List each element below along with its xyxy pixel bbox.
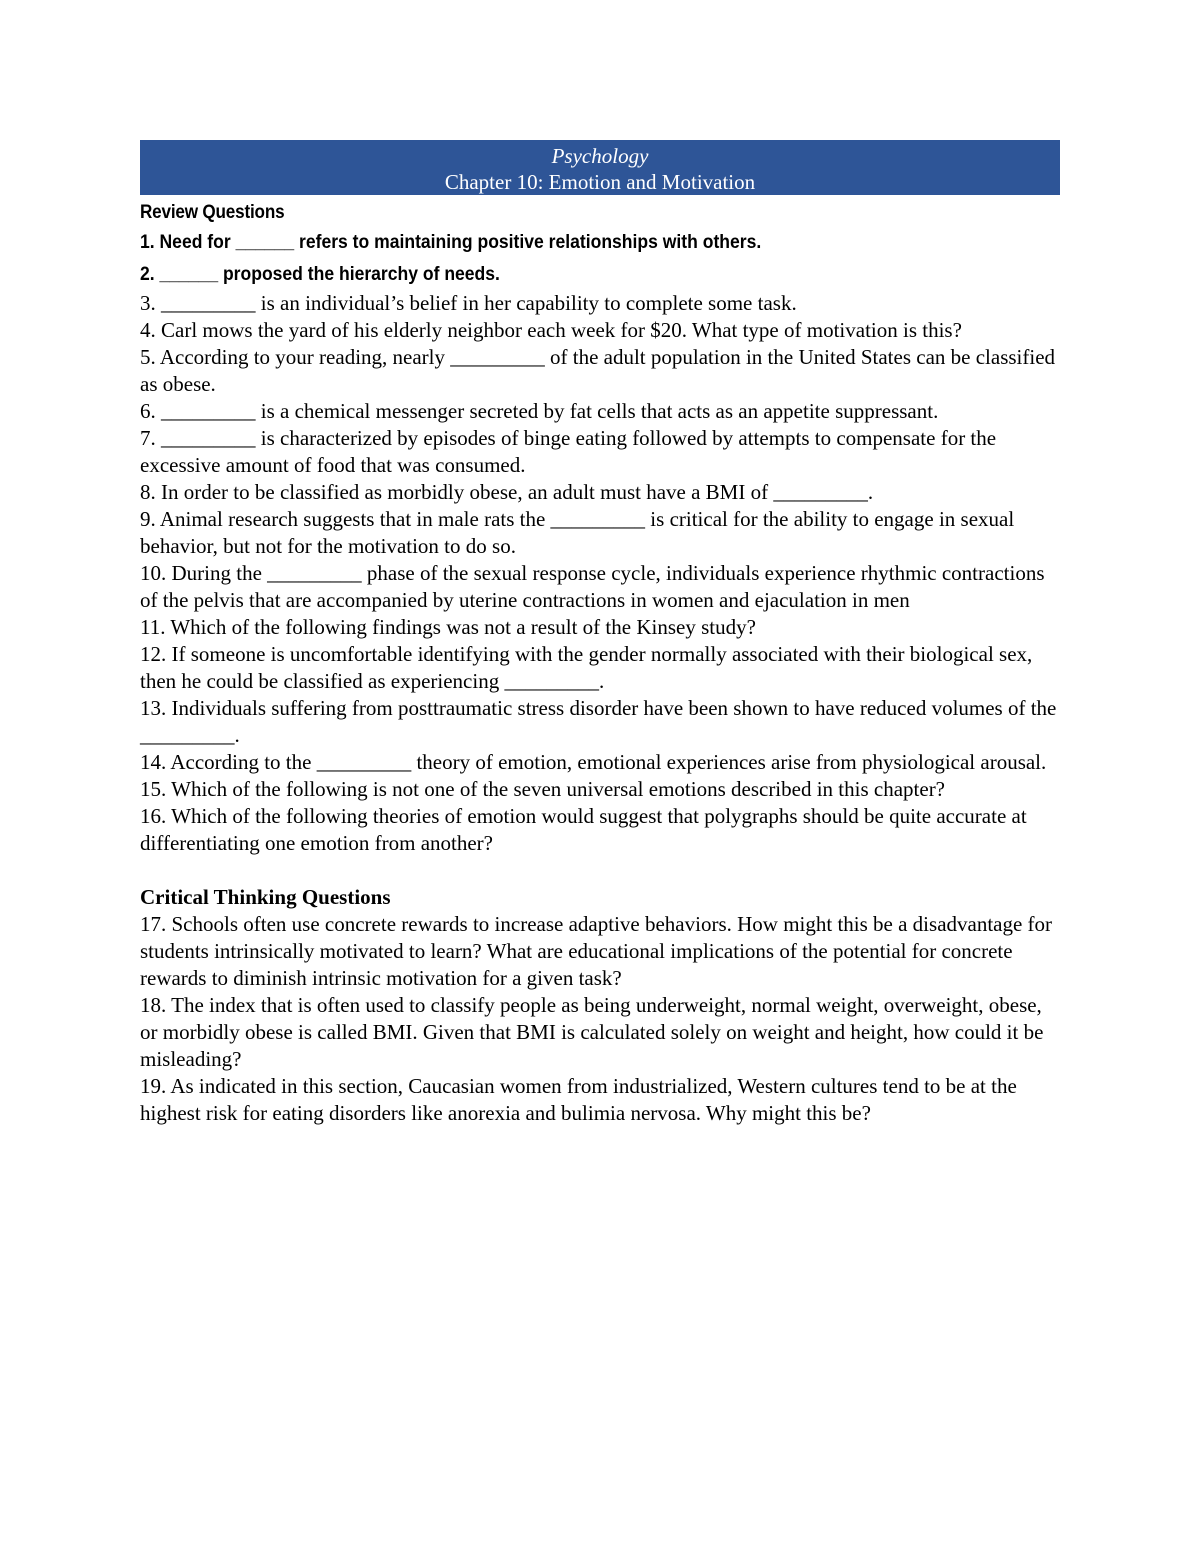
question-15: 15. Which of the following is not one of the seven universal emotions described in this chapter? (140, 777, 946, 801)
question-4: 4. Carl mows the yard of his elderly neighbor each week for $20. What type of motivation is this? (140, 318, 962, 342)
question-6: 6. _________ is a chemical messenger secreted by fat cells that acts as an appetite suppressant. (140, 399, 939, 423)
question-12: 12. If someone is uncomfortable identifying with the gender normally associated with their biological sex, then he could be classified as experiencing _________. (140, 642, 1033, 693)
question-14: 14. According to the _________ theory of emotion, emotional experiences arise from physiological arousal. (140, 750, 1047, 774)
subject-title: Psychology (551, 144, 649, 168)
question-8: 8. In order to be classified as morbidly obese, an adult must have a BMI of _________. (140, 480, 874, 504)
question-10: 10. During the _________ phase of the sexual response cycle, individuals experience rhythmic contractions of the pelvis that are accompanied by uterine contractions in women and ejaculation in men (140, 561, 1045, 612)
question-5: 5. According to your reading, nearly _________ of the adult population in the United States can be classified as obese. (140, 345, 1056, 396)
question-3: 3. _________ is an individual’s belief in her capability to complete some task. (140, 291, 797, 315)
question-16: 16. Which of the following theories of emotion would suggest that polygraphs should be quite accurate at differentiating one emotion from another? (140, 804, 1027, 855)
title-banner (140, 140, 1060, 195)
question-7: 7. _________ is characterized by episodes of binge eating followed by attempts to compensate for the excessive amount of food that was consumed. (140, 426, 997, 477)
question-11: 11. Which of the following findings was not a result of the Kinsey study? (140, 615, 756, 639)
document-page (140, 140, 1060, 1127)
question-1: 1. Need for ______ refers to maintaining positive relationships with others. (140, 231, 762, 253)
question-19: 19. As indicated in this section, Caucasian women from industrialized, Western cultures tend to be at the highest risk for eating disorders like anorexia and bulimia nervosa. Why might this be? (140, 1074, 1017, 1125)
question-2: 2. ______ proposed the hierarchy of needs. (140, 263, 500, 285)
chapter-title: Chapter 10: Emotion and Motivation (444, 170, 756, 194)
question-17: 17. Schools often use concrete rewards to increase adaptive behaviors. How might this be a disadvantage for students intrinsically motivated to learn? What are educational implications of the potential for concrete rewards to diminish intrinsic motivation for a given task? (140, 912, 1053, 990)
review-questions-heading: Review Questions (140, 202, 285, 223)
critical-thinking-heading: Critical Thinking Questions (140, 885, 391, 909)
question-18: 18. The index that is often used to classify people as being underweight, normal weight, overweight, obese, or morbidly obese is called BMI. Given that BMI is calculated solely on weight and height, how could it be misleading? (140, 993, 1044, 1071)
question-9: 9. Animal research suggests that in male rats the _________ is critical for the ability to engage in sexual behavior, but not for the motivation to do so. (140, 507, 1015, 558)
review-questions-list (140, 290, 1060, 857)
critical-questions-list (140, 911, 1060, 1127)
question-13: 13. Individuals suffering from posttraumatic stress disorder have been shown to have reduced volumes of the _________. (140, 696, 1057, 747)
